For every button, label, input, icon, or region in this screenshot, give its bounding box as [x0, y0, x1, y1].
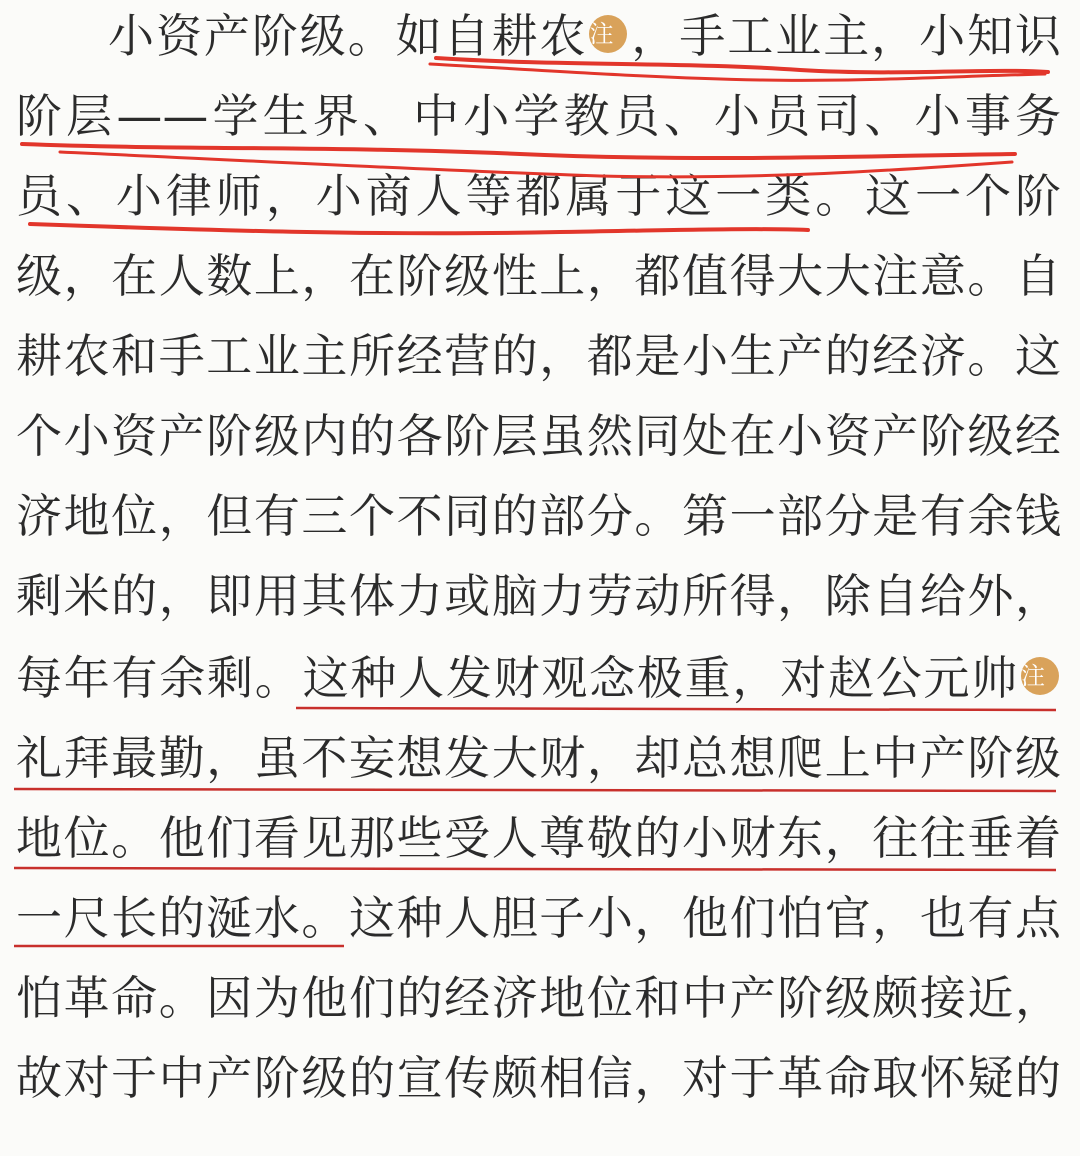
text-line — [16, 86, 1061, 146]
text-line — [16, 166, 1061, 226]
text-segment: 小资产阶级。如自耕农 — [108, 9, 588, 63]
text-line — [16, 728, 1061, 788]
footnote-marker[interactable]: 注 — [1021, 657, 1059, 695]
text-line — [16, 326, 1061, 386]
text-segment: ，手工业主，小知识 — [629, 9, 1062, 63]
thin-underline-3 — [14, 868, 1056, 870]
text-segment: 级，在人数上，在阶级性上，都值得大大注意。自 — [16, 249, 1061, 303]
text-line — [16, 566, 1061, 626]
text-segment: 怕革命。因为他们的经济地位和中产阶级颇接近， — [16, 971, 1061, 1025]
text-segment: 故对于中产阶级的宣传颇相信，对于革命取怀疑的 — [16, 1051, 1061, 1105]
text-segment: 一尺长的涎水。这种人胆子小，他们怕官，也有点 — [16, 891, 1061, 945]
text-segment: 剩米的，即用其体力或脑力劳动所得，除自给外， — [16, 569, 1061, 623]
text-segment: 个小资产阶级内的各阶层虽然同处在小资产阶级经 — [16, 409, 1061, 463]
hand-underline-1b — [430, 64, 1045, 80]
text-line — [16, 808, 1061, 868]
text-segment: 每年有余剩。这种人发财观念极重，对赵公元帅 — [16, 651, 1019, 705]
footnote-marker[interactable]: 注 — [589, 15, 627, 53]
text-segment: 阶层——学生界、中小学教员、小员司、小事务 — [16, 89, 1061, 143]
thin-underline-1 — [296, 708, 1056, 710]
text-segment: 耕农和手工业主所经营的，都是小生产的经济。这 — [16, 329, 1061, 383]
text-segment: 礼拜最勤，虽不妄想发大财，却总想爬上中产阶级 — [16, 731, 1061, 785]
thin-underline-2 — [14, 789, 1056, 791]
text-segment: 地位。他们看见那些受人尊敬的小财东，往往垂着 — [16, 811, 1061, 865]
text-line — [16, 968, 1061, 1028]
text-line — [16, 1048, 1061, 1108]
text-line — [16, 486, 1061, 546]
text-line — [16, 246, 1061, 306]
text-segment: 济地位，但有三个不同的部分。第一部分是有余钱 — [16, 489, 1061, 543]
hand-underline-2 — [22, 144, 1015, 158]
text-line — [16, 888, 1061, 948]
text-segment: 员、小律师，小商人等都属于这一类。这一个阶 — [16, 169, 1061, 223]
text-line — [16, 648, 1061, 708]
text-line — [108, 6, 1061, 66]
text-line — [16, 406, 1061, 466]
